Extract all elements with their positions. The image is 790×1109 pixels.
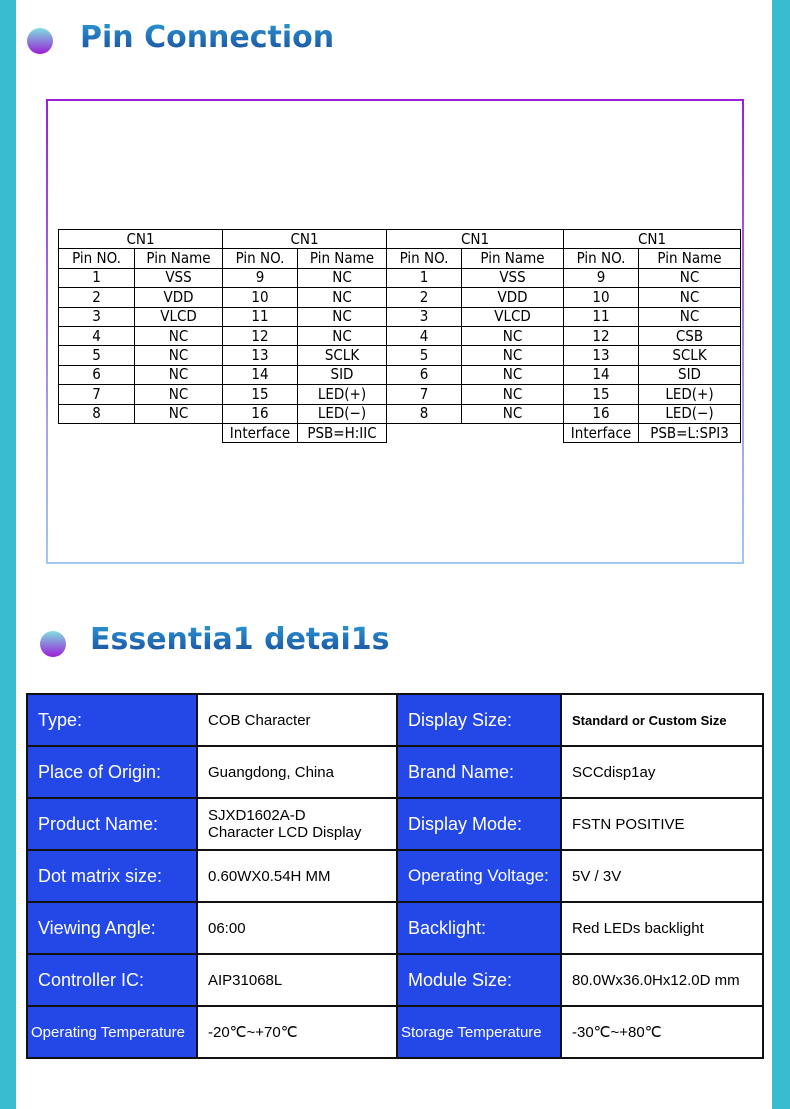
pin-name: NC: [135, 326, 223, 345]
detail-value: 0.60WX0.54H MM: [197, 850, 397, 902]
connector-header: CN1: [59, 230, 223, 249]
pin-name: SCLK: [298, 346, 387, 365]
pin-name: NC: [298, 307, 387, 326]
pin-number: 6: [59, 365, 135, 384]
pin-number: 14: [564, 365, 639, 384]
detail-row: [27, 798, 763, 850]
pin-name: NC: [639, 268, 741, 287]
detail-label: Display Mode:: [397, 798, 561, 850]
detail-row: [27, 694, 763, 746]
table-row: [59, 326, 741, 345]
pin-name: NC: [462, 365, 564, 384]
pin-number: 5: [59, 346, 135, 365]
bullet-dot-icon: [27, 28, 53, 54]
detail-row: [27, 954, 763, 1006]
pin-number: 3: [59, 307, 135, 326]
pin-number: 11: [564, 307, 639, 326]
detail-value: SCCdisp1ay: [561, 746, 763, 798]
pin-name: LED(+): [639, 385, 741, 404]
detail-row: [27, 1006, 763, 1058]
details-title: Essentia1 detai1s: [90, 622, 390, 657]
pin-number: 15: [223, 385, 298, 404]
pin-name: NC: [462, 404, 564, 423]
detail-label: Product Name:: [27, 798, 197, 850]
right-border-bar: [772, 0, 790, 1109]
pin-name: SID: [639, 365, 741, 384]
pin-name: NC: [462, 326, 564, 345]
pin-name: LED(−): [639, 404, 741, 423]
pin-name: LED(+): [298, 385, 387, 404]
pin-name: VDD: [462, 288, 564, 307]
pin-name: NC: [462, 385, 564, 404]
pin-number: 10: [564, 288, 639, 307]
detail-row: [27, 850, 763, 902]
detail-value: 5V / 3V: [561, 850, 763, 902]
empty-cell: [387, 423, 462, 442]
left-border-bar: [0, 0, 16, 1109]
pin-name: NC: [135, 346, 223, 365]
detail-row: [27, 902, 763, 954]
detail-value: COB Character: [197, 694, 397, 746]
pin-name: NC: [298, 326, 387, 345]
pin-name: VLCD: [135, 307, 223, 326]
table-row: [59, 365, 741, 384]
detail-label: Operating Temperature: [27, 1006, 197, 1058]
connector-header: CN1: [387, 230, 564, 249]
pin-name-header: Pin Name: [639, 249, 741, 268]
interface-label: Interface: [223, 423, 298, 442]
table-row: [59, 268, 741, 287]
pin-number: 5: [387, 346, 462, 365]
pin-name: NC: [462, 346, 564, 365]
table-row: [59, 288, 741, 307]
pin-header-row: [59, 230, 741, 249]
pin-number: 10: [223, 288, 298, 307]
detail-value: SJXD1602A-D Character LCD Display: [197, 798, 397, 850]
detail-label: Storage Temperature: [397, 1006, 561, 1058]
pin-number: 2: [387, 288, 462, 307]
table-row: [59, 385, 741, 404]
bullet-dot-icon: [40, 631, 66, 657]
pin-number: 13: [564, 346, 639, 365]
pin-name: NC: [135, 404, 223, 423]
pin-no-header: Pin NO.: [564, 249, 639, 268]
pin-name: VLCD: [462, 307, 564, 326]
pin-number: 7: [387, 385, 462, 404]
pin-number: 7: [59, 385, 135, 404]
pin-name: NC: [298, 288, 387, 307]
pin-name-header: Pin Name: [298, 249, 387, 268]
pin-name-header: Pin Name: [462, 249, 564, 268]
pin-name: NC: [639, 307, 741, 326]
pin-number: 11: [223, 307, 298, 326]
pin-number: 15: [564, 385, 639, 404]
detail-value: Red LEDs backlight: [561, 902, 763, 954]
pin-number: 1: [59, 268, 135, 287]
pin-number: 12: [564, 326, 639, 345]
detail-label: Dot matrix size:: [27, 850, 197, 902]
detail-value: -30℃~+80℃: [561, 1006, 763, 1058]
pin-number: 16: [223, 404, 298, 423]
pin-column-row: [59, 249, 741, 268]
pin-number: 9: [564, 268, 639, 287]
pin-no-header: Pin NO.: [59, 249, 135, 268]
pin-name: VDD: [135, 288, 223, 307]
detail-value: FSTN POSITIVE: [561, 798, 763, 850]
detail-label: Place of Origin:: [27, 746, 197, 798]
detail-label: Display Size:: [397, 694, 561, 746]
detail-value: -20℃~+70℃: [197, 1006, 397, 1058]
pin-name: NC: [639, 288, 741, 307]
detail-label: Brand Name:: [397, 746, 561, 798]
pin-name: VSS: [462, 268, 564, 287]
detail-label: Module Size:: [397, 954, 561, 1006]
empty-cell: [59, 423, 135, 442]
pin-name: CSB: [639, 326, 741, 345]
pin-no-header: Pin NO.: [387, 249, 462, 268]
pin-name-header: Pin Name: [135, 249, 223, 268]
empty-cell: [462, 423, 564, 442]
pin-number: 9: [223, 268, 298, 287]
pin-number: 14: [223, 365, 298, 384]
pin-number: 4: [59, 326, 135, 345]
pin-number: 16: [564, 404, 639, 423]
pin-number: 1: [387, 268, 462, 287]
pin-name: VSS: [135, 268, 223, 287]
detail-label: Type:: [27, 694, 197, 746]
interface-value: PSB=L:SPI3: [639, 423, 741, 442]
pin-name: NC: [135, 365, 223, 384]
pin-name: NC: [135, 385, 223, 404]
table-row: [59, 346, 741, 365]
pin-number: 3: [387, 307, 462, 326]
detail-row: [27, 746, 763, 798]
table-row: [59, 307, 741, 326]
detail-value: 80.0Wx36.0Hx12.0D mm: [561, 954, 763, 1006]
detail-label: Operating Voltage:: [397, 850, 561, 902]
pin-name: LED(−): [298, 404, 387, 423]
interface-label: Interface: [564, 423, 639, 442]
pin-number: 12: [223, 326, 298, 345]
connector-header: CN1: [223, 230, 387, 249]
detail-value: AIP31068L: [197, 954, 397, 1006]
pin-name: NC: [298, 268, 387, 287]
details-table: [26, 693, 764, 1059]
detail-value: Guangdong, China: [197, 746, 397, 798]
pin-number: 4: [387, 326, 462, 345]
pin-number: 8: [387, 404, 462, 423]
pin-name: SCLK: [639, 346, 741, 365]
pin-number: 2: [59, 288, 135, 307]
pin-no-header: Pin NO.: [223, 249, 298, 268]
detail-value: Standard or Custom Size: [561, 694, 763, 746]
pin-number: 6: [387, 365, 462, 384]
pin-connection-title: Pin Connection: [80, 20, 335, 55]
pin-number: 8: [59, 404, 135, 423]
detail-value: 06:00: [197, 902, 397, 954]
pin-name: SID: [298, 365, 387, 384]
pin-table: [58, 229, 741, 443]
empty-cell: [135, 423, 223, 442]
detail-label: Viewing Angle:: [27, 902, 197, 954]
connector-header: CN1: [564, 230, 741, 249]
table-row: [59, 404, 741, 423]
interface-row: [59, 423, 741, 442]
pin-number: 13: [223, 346, 298, 365]
detail-label: Controller IC:: [27, 954, 197, 1006]
interface-value: PSB=H:IIC: [298, 423, 387, 442]
detail-label: Backlight:: [397, 902, 561, 954]
